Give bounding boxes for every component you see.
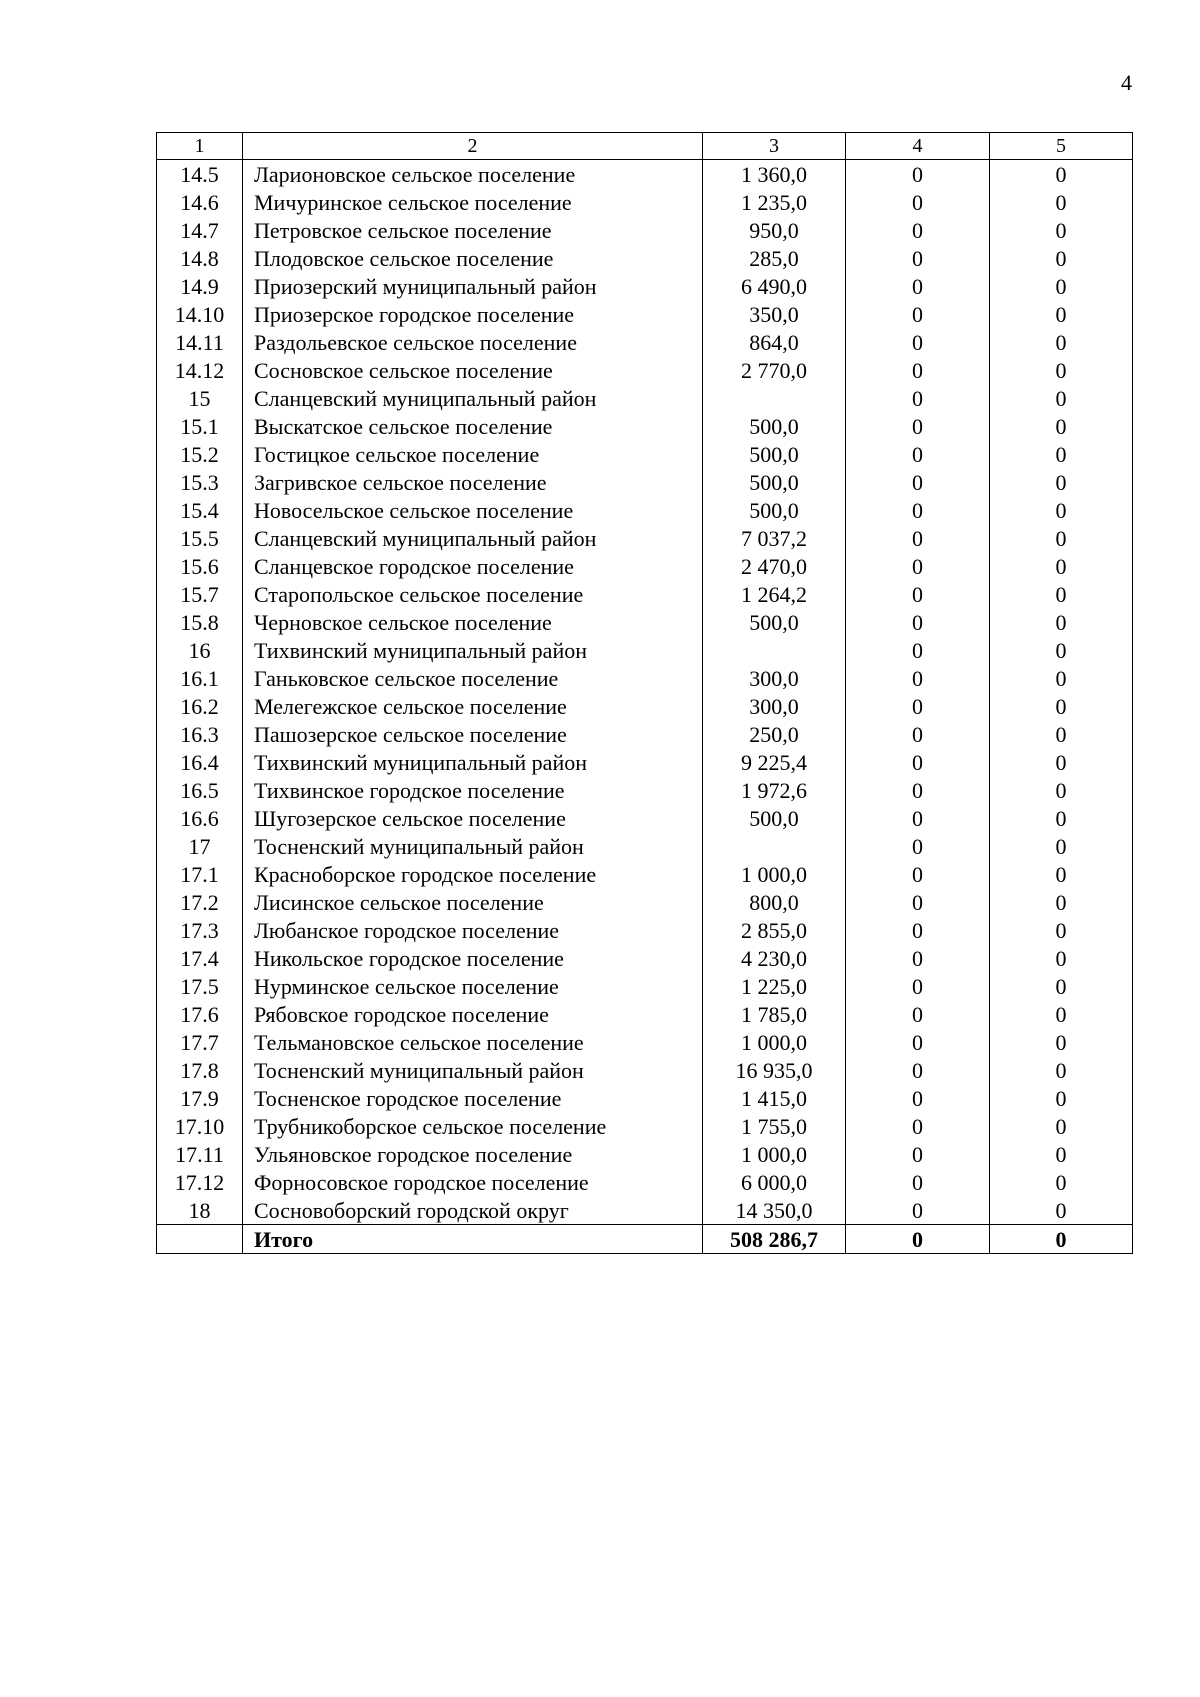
amount-cell: 500,0 <box>703 496 846 524</box>
table-row <box>157 356 1133 384</box>
municipality-name-cell: Мелегежское сельское поселение <box>243 692 703 720</box>
col4-value-cell: 0 <box>846 748 990 776</box>
col4-value-cell: 0 <box>846 1112 990 1140</box>
table-row <box>157 328 1133 356</box>
amount-cell: 7 037,2 <box>703 524 846 552</box>
amount-cell <box>703 832 846 860</box>
col5-value-cell: 0 <box>990 356 1133 384</box>
col4-value-cell: 0 <box>846 1140 990 1168</box>
amount-cell <box>703 636 846 664</box>
total-label-cell: Итого <box>243 1225 703 1254</box>
municipality-name-cell: Пашозерское сельское поселение <box>243 720 703 748</box>
amount-cell: 1 000,0 <box>703 860 846 888</box>
row-number-cell: 14.8 <box>157 244 243 272</box>
col5-value-cell: 0 <box>990 412 1133 440</box>
amount-cell: 1 000,0 <box>703 1028 846 1056</box>
col4-value-cell: 0 <box>846 328 990 356</box>
table-row <box>157 412 1133 440</box>
row-number-cell: 14.10 <box>157 300 243 328</box>
table-row <box>157 300 1133 328</box>
table-header <box>157 133 1133 160</box>
col5-value-cell: 0 <box>990 384 1133 412</box>
municipality-name-cell: Тосненский муниципальный район <box>243 832 703 860</box>
table-row <box>157 776 1133 804</box>
col4-value-cell: 0 <box>846 860 990 888</box>
column-header-5: 5 <box>990 133 1133 160</box>
col4-value-cell: 0 <box>846 244 990 272</box>
col5-value-cell: 0 <box>990 916 1133 944</box>
row-number-cell: 15.2 <box>157 440 243 468</box>
table-row <box>157 580 1133 608</box>
col5-value-cell: 0 <box>990 692 1133 720</box>
page-number: 4 <box>1121 70 1132 95</box>
col4-value-cell: 0 <box>846 300 990 328</box>
table-row <box>157 244 1133 272</box>
table-row <box>157 188 1133 216</box>
col4-value-cell: 0 <box>846 384 990 412</box>
col4-value-cell: 0 <box>846 916 990 944</box>
municipality-name-cell: Рябовское городское поселение <box>243 1000 703 1028</box>
col5-value-cell: 0 <box>990 468 1133 496</box>
row-number-cell: 16 <box>157 636 243 664</box>
municipality-name-cell: Загривское сельское поселение <box>243 468 703 496</box>
row-number-cell: 15.5 <box>157 524 243 552</box>
municipality-name-cell: Сланцевский муниципальный район <box>243 524 703 552</box>
municipality-name-cell: Мичуринское сельское поселение <box>243 188 703 216</box>
table-row <box>157 1140 1133 1168</box>
table-row <box>157 216 1133 244</box>
table-row <box>157 1112 1133 1140</box>
table-row <box>157 1056 1133 1084</box>
amount-cell: 1 225,0 <box>703 972 846 1000</box>
col5-value-cell: 0 <box>990 524 1133 552</box>
row-number-cell: 17.2 <box>157 888 243 916</box>
table-row <box>157 384 1133 412</box>
col5-value-cell: 0 <box>990 860 1133 888</box>
municipality-name-cell: Выскатское сельское поселение <box>243 412 703 440</box>
column-header-1: 1 <box>157 133 243 160</box>
col5-value-cell: 0 <box>990 1196 1133 1225</box>
total-amount-cell: 508 286,7 <box>703 1225 846 1254</box>
col5-value-cell: 0 <box>990 832 1133 860</box>
amount-cell: 350,0 <box>703 300 846 328</box>
col4-value-cell: 0 <box>846 216 990 244</box>
row-number-cell: 15 <box>157 384 243 412</box>
municipality-name-cell: Тосненский муниципальный район <box>243 1056 703 1084</box>
col5-value-cell: 0 <box>990 328 1133 356</box>
municipality-name-cell: Трубникоборское сельское поселение <box>243 1112 703 1140</box>
row-number-cell: 17.5 <box>157 972 243 1000</box>
col4-value-cell: 0 <box>846 1000 990 1028</box>
col5-value-cell: 0 <box>990 804 1133 832</box>
total-col5-cell: 0 <box>990 1225 1133 1254</box>
amount-cell: 500,0 <box>703 468 846 496</box>
table-row <box>157 692 1133 720</box>
table-row <box>157 524 1133 552</box>
municipality-name-cell: Приозерское городское поселение <box>243 300 703 328</box>
col5-value-cell: 0 <box>990 1168 1133 1196</box>
municipality-name-cell: Тихвинский муниципальный район <box>243 636 703 664</box>
amount-cell: 1 360,0 <box>703 160 846 189</box>
amount-cell: 2 855,0 <box>703 916 846 944</box>
row-number-cell: 16.5 <box>157 776 243 804</box>
row-number-cell: 15.4 <box>157 496 243 524</box>
amount-cell: 300,0 <box>703 664 846 692</box>
col5-value-cell: 0 <box>990 1140 1133 1168</box>
municipality-name-cell: Плодовское сельское поселение <box>243 244 703 272</box>
row-number-cell: 16.2 <box>157 692 243 720</box>
municipality-name-cell: Сосновоборский городской округ <box>243 1196 703 1225</box>
row-number-cell: 17.12 <box>157 1168 243 1196</box>
row-number-cell: 15.7 <box>157 580 243 608</box>
allocation-table <box>156 132 1133 1254</box>
col4-value-cell: 0 <box>846 580 990 608</box>
amount-cell: 1 415,0 <box>703 1084 846 1112</box>
table-row <box>157 1028 1133 1056</box>
col4-value-cell: 0 <box>846 468 990 496</box>
row-number-cell: 16.4 <box>157 748 243 776</box>
row-number-cell: 16.6 <box>157 804 243 832</box>
col5-value-cell: 0 <box>990 1056 1133 1084</box>
table-row <box>157 832 1133 860</box>
row-number-cell: 14.11 <box>157 328 243 356</box>
col5-value-cell: 0 <box>990 216 1133 244</box>
row-number-cell: 15.6 <box>157 552 243 580</box>
amount-cell: 4 230,0 <box>703 944 846 972</box>
col5-value-cell: 0 <box>990 300 1133 328</box>
municipality-name-cell: Новосельское сельское поселение <box>243 496 703 524</box>
amount-cell: 500,0 <box>703 412 846 440</box>
amount-cell: 1 264,2 <box>703 580 846 608</box>
col4-value-cell: 0 <box>846 1196 990 1225</box>
col4-value-cell: 0 <box>846 664 990 692</box>
col4-value-cell: 0 <box>846 412 990 440</box>
municipality-name-cell: Нурминское сельское поселение <box>243 972 703 1000</box>
table-row <box>157 552 1133 580</box>
row-number-cell: 16.3 <box>157 720 243 748</box>
municipality-name-cell: Тельмановское сельское поселение <box>243 1028 703 1056</box>
col4-value-cell: 0 <box>846 804 990 832</box>
municipality-name-cell: Красноборское городское поселение <box>243 860 703 888</box>
municipality-name-cell: Тосненское городское поселение <box>243 1084 703 1112</box>
col5-value-cell: 0 <box>990 776 1133 804</box>
col5-value-cell: 0 <box>990 440 1133 468</box>
row-number-cell: 17.9 <box>157 1084 243 1112</box>
col5-value-cell: 0 <box>990 244 1133 272</box>
amount-cell: 1 000,0 <box>703 1140 846 1168</box>
col4-value-cell: 0 <box>846 888 990 916</box>
municipality-name-cell: Ганьковское сельское поселение <box>243 664 703 692</box>
table-row <box>157 1084 1133 1112</box>
col4-value-cell: 0 <box>846 720 990 748</box>
col4-value-cell: 0 <box>846 972 990 1000</box>
col4-value-cell: 0 <box>846 160 990 189</box>
amount-cell: 950,0 <box>703 216 846 244</box>
amount-cell: 9 225,4 <box>703 748 846 776</box>
column-header-4: 4 <box>846 133 990 160</box>
table-row <box>157 972 1133 1000</box>
col4-value-cell: 0 <box>846 188 990 216</box>
table-row <box>157 1196 1133 1225</box>
row-number-cell: 14.12 <box>157 356 243 384</box>
row-number-cell: 17 <box>157 832 243 860</box>
table-row <box>157 664 1133 692</box>
municipality-name-cell: Раздольевское сельское поселение <box>243 328 703 356</box>
col5-value-cell: 0 <box>990 188 1133 216</box>
row-number-cell: 15.8 <box>157 608 243 636</box>
col4-value-cell: 0 <box>846 776 990 804</box>
table-row <box>157 468 1133 496</box>
table-row <box>157 1000 1133 1028</box>
amount-cell: 6 490,0 <box>703 272 846 300</box>
col4-value-cell: 0 <box>846 1056 990 1084</box>
amount-cell: 285,0 <box>703 244 846 272</box>
municipality-name-cell: Тихвинский муниципальный район <box>243 748 703 776</box>
row-number-cell: 17.8 <box>157 1056 243 1084</box>
table-row <box>157 944 1133 972</box>
col4-value-cell: 0 <box>846 440 990 468</box>
municipality-name-cell: Ларионовское сельское поселение <box>243 160 703 189</box>
table-body <box>157 160 1133 1225</box>
table-row <box>157 440 1133 468</box>
municipality-name-cell: Приозерский муниципальный район <box>243 272 703 300</box>
amount-cell: 2 770,0 <box>703 356 846 384</box>
total-col4-cell: 0 <box>846 1225 990 1254</box>
table-row <box>157 916 1133 944</box>
table-row <box>157 860 1133 888</box>
col4-value-cell: 0 <box>846 944 990 972</box>
amount-cell: 16 935,0 <box>703 1056 846 1084</box>
row-number-cell: 14.5 <box>157 160 243 189</box>
row-number-cell: 16.1 <box>157 664 243 692</box>
municipality-name-cell: Лисинское сельское поселение <box>243 888 703 916</box>
amount-cell: 800,0 <box>703 888 846 916</box>
amount-cell: 14 350,0 <box>703 1196 846 1225</box>
col5-value-cell: 0 <box>990 1000 1133 1028</box>
municipality-name-cell: Черновское сельское поселение <box>243 608 703 636</box>
col5-value-cell: 0 <box>990 748 1133 776</box>
municipality-name-cell: Форносовское городское поселение <box>243 1168 703 1196</box>
col4-value-cell: 0 <box>846 552 990 580</box>
municipality-name-cell: Ульяновское городское поселение <box>243 1140 703 1168</box>
col4-value-cell: 0 <box>846 356 990 384</box>
table-row <box>157 888 1133 916</box>
amount-cell: 1 235,0 <box>703 188 846 216</box>
col5-value-cell: 0 <box>990 720 1133 748</box>
header-row <box>157 133 1133 160</box>
col4-value-cell: 0 <box>846 692 990 720</box>
table-row <box>157 1168 1133 1196</box>
municipality-name-cell: Сосновское сельское поселение <box>243 356 703 384</box>
col5-value-cell: 0 <box>990 160 1133 189</box>
col5-value-cell: 0 <box>990 552 1133 580</box>
table-row <box>157 496 1133 524</box>
amount-cell: 6 000,0 <box>703 1168 846 1196</box>
col5-value-cell: 0 <box>990 944 1133 972</box>
column-header-2: 2 <box>243 133 703 160</box>
table-row <box>157 608 1133 636</box>
total-number-cell <box>157 1225 243 1254</box>
row-number-cell: 17.10 <box>157 1112 243 1140</box>
municipality-name-cell: Шугозерское сельское поселение <box>243 804 703 832</box>
amount-cell: 300,0 <box>703 692 846 720</box>
col5-value-cell: 0 <box>990 636 1133 664</box>
amount-cell: 500,0 <box>703 608 846 636</box>
amount-cell: 250,0 <box>703 720 846 748</box>
row-number-cell: 17.3 <box>157 916 243 944</box>
table-row <box>157 272 1133 300</box>
amount-cell: 2 470,0 <box>703 552 846 580</box>
row-number-cell: 17.1 <box>157 860 243 888</box>
col5-value-cell: 0 <box>990 1084 1133 1112</box>
column-header-3: 3 <box>703 133 846 160</box>
col5-value-cell: 0 <box>990 888 1133 916</box>
amount-cell: 1 785,0 <box>703 1000 846 1028</box>
row-number-cell: 18 <box>157 1196 243 1225</box>
col4-value-cell: 0 <box>846 636 990 664</box>
col4-value-cell: 0 <box>846 1084 990 1112</box>
col4-value-cell: 0 <box>846 496 990 524</box>
col4-value-cell: 0 <box>846 608 990 636</box>
amount-cell: 500,0 <box>703 440 846 468</box>
col4-value-cell: 0 <box>846 832 990 860</box>
table-row <box>157 720 1133 748</box>
col5-value-cell: 0 <box>990 664 1133 692</box>
table-row <box>157 160 1133 189</box>
municipality-name-cell: Петровское сельское поселение <box>243 216 703 244</box>
row-number-cell: 14.6 <box>157 188 243 216</box>
municipality-name-cell: Старопольское сельское поселение <box>243 580 703 608</box>
col4-value-cell: 0 <box>846 1028 990 1056</box>
col5-value-cell: 0 <box>990 608 1133 636</box>
municipality-name-cell: Сланцевское городское поселение <box>243 552 703 580</box>
municipality-name-cell: Никольское городское поселение <box>243 944 703 972</box>
table-row <box>157 748 1133 776</box>
municipality-name-cell: Тихвинское городское поселение <box>243 776 703 804</box>
row-number-cell: 14.7 <box>157 216 243 244</box>
table-footer <box>157 1225 1133 1254</box>
municipality-name-cell: Сланцевский муниципальный район <box>243 384 703 412</box>
row-number-cell: 17.11 <box>157 1140 243 1168</box>
amount-cell: 1 972,6 <box>703 776 846 804</box>
amount-cell: 864,0 <box>703 328 846 356</box>
row-number-cell: 15.3 <box>157 468 243 496</box>
municipality-name-cell: Гостицкое сельское поселение <box>243 440 703 468</box>
amount-cell <box>703 384 846 412</box>
table-row <box>157 636 1133 664</box>
row-number-cell: 15.1 <box>157 412 243 440</box>
row-number-cell: 17.7 <box>157 1028 243 1056</box>
table-row <box>157 804 1133 832</box>
amount-cell: 500,0 <box>703 804 846 832</box>
col4-value-cell: 0 <box>846 272 990 300</box>
col5-value-cell: 0 <box>990 1028 1133 1056</box>
col5-value-cell: 0 <box>990 272 1133 300</box>
col4-value-cell: 0 <box>846 1168 990 1196</box>
col5-value-cell: 0 <box>990 580 1133 608</box>
col4-value-cell: 0 <box>846 524 990 552</box>
municipality-name-cell: Любанское городское поселение <box>243 916 703 944</box>
col5-value-cell: 0 <box>990 1112 1133 1140</box>
amount-cell: 1 755,0 <box>703 1112 846 1140</box>
row-number-cell: 17.4 <box>157 944 243 972</box>
col5-value-cell: 0 <box>990 496 1133 524</box>
total-row <box>157 1225 1133 1254</box>
row-number-cell: 17.6 <box>157 1000 243 1028</box>
row-number-cell: 14.9 <box>157 272 243 300</box>
col5-value-cell: 0 <box>990 972 1133 1000</box>
